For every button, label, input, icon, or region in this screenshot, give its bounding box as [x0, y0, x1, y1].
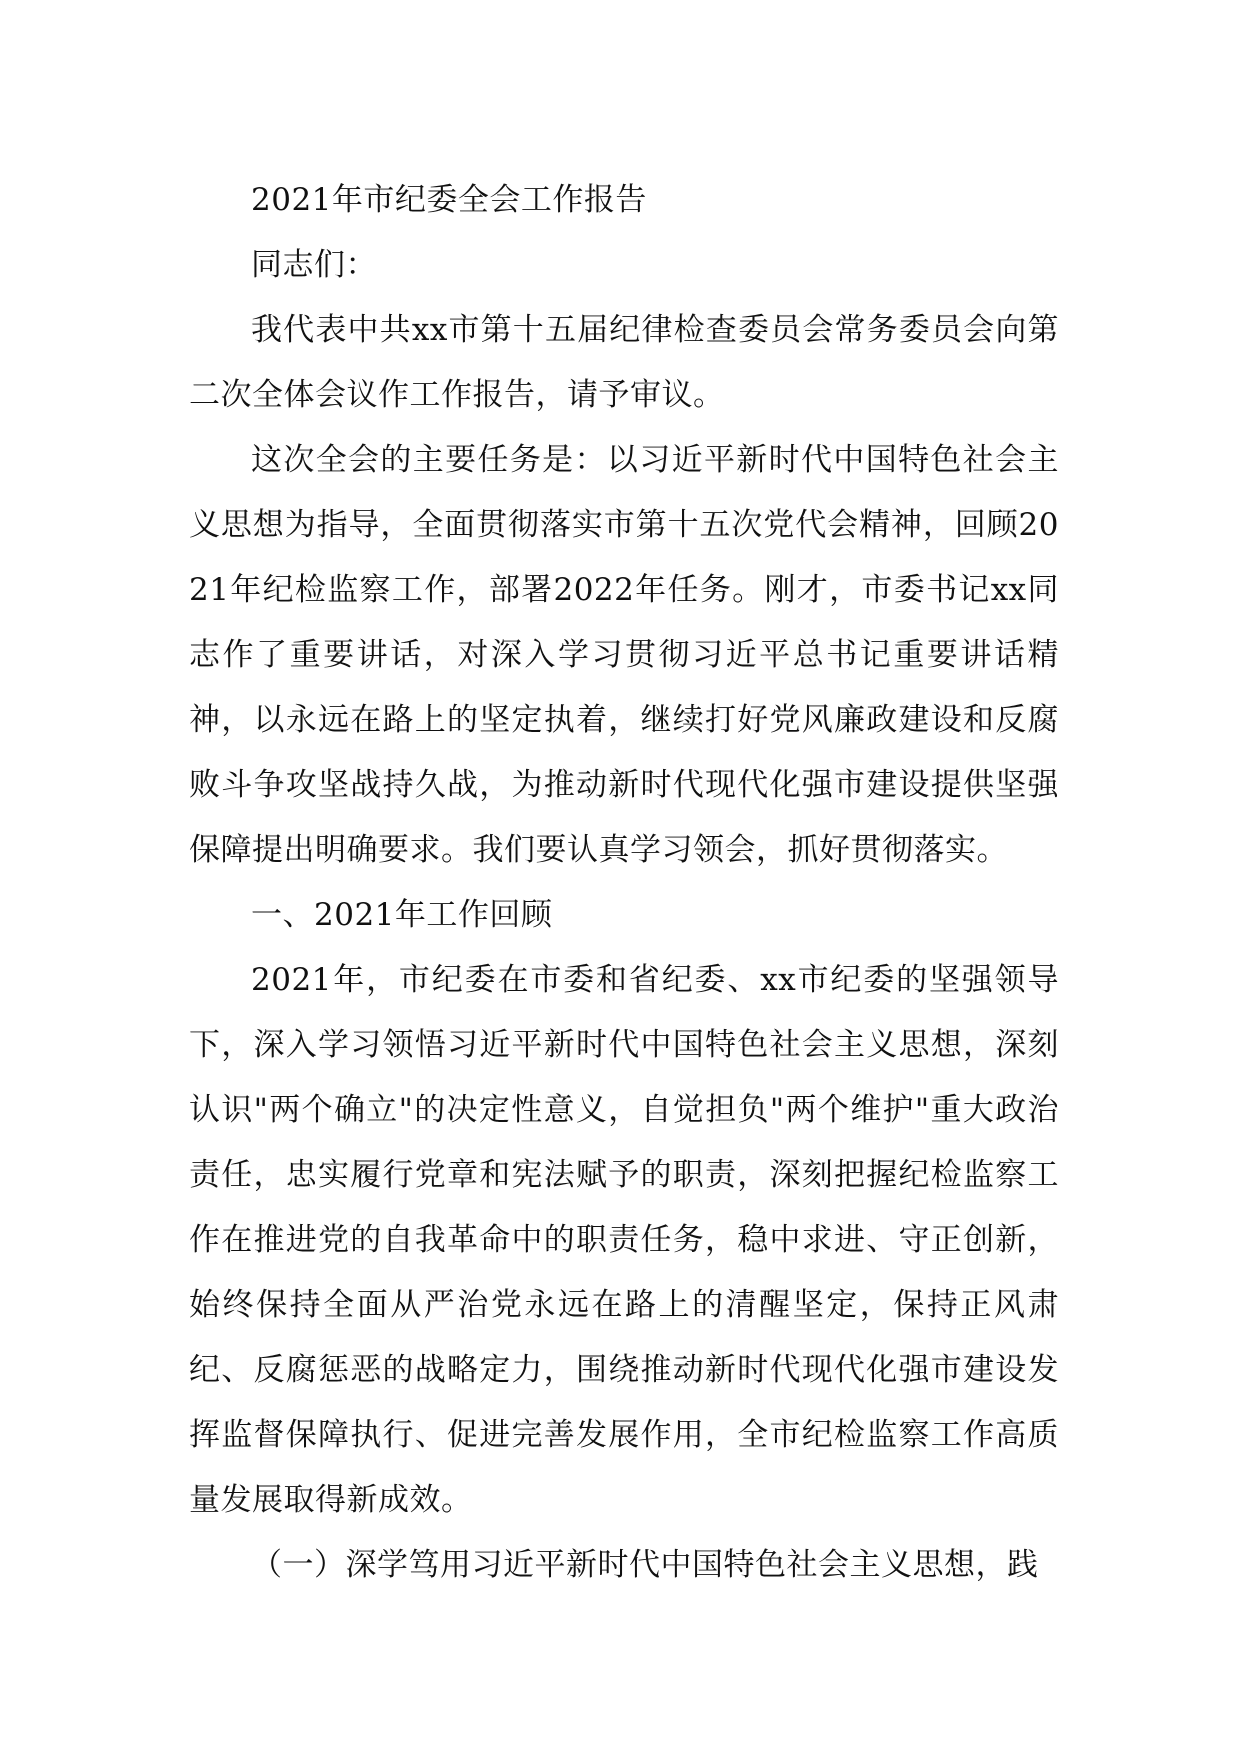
salutation: 同志们：	[251, 247, 377, 283]
paragraph-opening: 我代表中共xx市第十五届纪律检查委员会常务委员会向第二次全体会议作工作报告，请予审议。	[189, 312, 1059, 413]
subsection-heading: （一）深学笃用习近平新时代中国特色社会主义思想，践	[251, 1547, 1039, 1583]
document-body	[189, 168, 1059, 1598]
paragraph-review: 2021年，市纪委在市委和省纪委、xx市纪委的坚强领导下，深入学习领悟习近平新时代中国特色社会主义思想，深刻认识"两个确立"的决定性意义，自觉担负"两个维护"重大政治责任，忠实履行党章和宪法赋予的职责，深刻把握纪检监察工作在推进党的自我革命中的职责任务，稳中求进、守正创新，始终保持全面从严治党永远在路上的清醒坚定，保持正风肃纪、反腐惩恶的战略定力，围绕推动新时代现代化强市建设发挥监督保障执行、促进完善发展作用，全市纪检监察工作高质量发展取得新成效。	[189, 962, 1059, 1518]
paragraph-tasks: 这次全会的主要任务是：以习近平新时代中国特色社会主义思想为指导，全面贯彻落实市第十五次党代会精神，回顾2021年纪检监察工作，部署2022年任务。刚才，市委书记xx同志作了重要讲话，对深入学习贯彻习近平总书记重要讲话精神，以永远在路上的坚定执着，继续打好党风廉政建设和反腐败斗争攻坚战持久战，为推动新时代现代化强市建设提供坚强保障提出明确要求。我们要认真学习领会，抓好贯彻落实。	[189, 442, 1059, 868]
document-title: 2021年市纪委全会工作报告	[251, 182, 647, 218]
section-heading: 一、2021年工作回顾	[251, 897, 553, 933]
